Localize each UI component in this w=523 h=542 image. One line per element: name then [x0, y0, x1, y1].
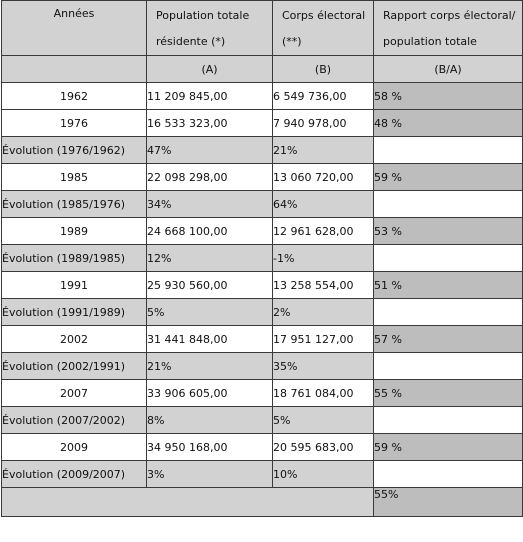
ratio-cell: 55 %	[374, 380, 523, 407]
ratio-cell: 57 %	[374, 326, 523, 353]
evolution-row	[2, 461, 523, 488]
subheader-b: (B)	[273, 56, 374, 83]
year-row	[2, 380, 523, 407]
evolution-label: Évolution (2009/2007)	[2, 461, 147, 488]
header-row	[2, 1, 523, 56]
average-ratio: 55%	[374, 488, 523, 517]
population-evolution: 3%	[147, 461, 273, 488]
corps-evolution: 10%	[273, 461, 374, 488]
population-evolution: 21%	[147, 353, 273, 380]
ratio-empty	[374, 191, 523, 218]
population-evolution: 12%	[147, 245, 273, 272]
corps-cell: 20 595 683,00	[273, 434, 374, 461]
year-row	[2, 110, 523, 137]
evolution-label: Évolution (1989/1985)	[2, 245, 147, 272]
corps-cell: 17 951 127,00	[273, 326, 374, 353]
evolution-label: Évolution (2002/1991)	[2, 353, 147, 380]
evolution-label: Évolution (1991/1989)	[2, 299, 147, 326]
population-cell: 11 209 845,00	[147, 83, 273, 110]
ratio-empty	[374, 407, 523, 434]
subheader-empty	[2, 56, 147, 83]
electoral-population-table	[1, 0, 523, 517]
ratio-empty	[374, 299, 523, 326]
evolution-row	[2, 245, 523, 272]
header-ratio-line1: Rapport corps électoral/	[383, 9, 516, 22]
ratio-cell: 59 %	[374, 434, 523, 461]
year-cell: 1976	[2, 110, 147, 137]
evolution-row	[2, 137, 523, 164]
year-row	[2, 326, 523, 353]
evolution-label: Évolution (2007/2002)	[2, 407, 147, 434]
header-years	[2, 1, 147, 56]
ratio-empty	[374, 245, 523, 272]
ratio-cell: 53 %	[374, 218, 523, 245]
header-corps	[273, 1, 374, 56]
evolution-row	[2, 407, 523, 434]
corps-cell: 13 060 720,00	[273, 164, 374, 191]
header-corps-line1: Corps électoral	[282, 9, 366, 22]
header-population	[147, 1, 273, 56]
corps-evolution: 21%	[273, 137, 374, 164]
corps-evolution: 5%	[273, 407, 374, 434]
population-cell: 22 098 298,00	[147, 164, 273, 191]
population-evolution: 8%	[147, 407, 273, 434]
population-cell: 16 533 323,00	[147, 110, 273, 137]
year-cell: 1989	[2, 218, 147, 245]
ratio-cell: 48 %	[374, 110, 523, 137]
corps-evolution: 2%	[273, 299, 374, 326]
year-row	[2, 272, 523, 299]
ratio-cell: 51 %	[374, 272, 523, 299]
population-cell: 31 441 848,00	[147, 326, 273, 353]
year-row	[2, 83, 523, 110]
subheader-row	[2, 56, 523, 83]
year-cell: 1985	[2, 164, 147, 191]
header-population-line1: Population totale	[156, 9, 250, 22]
ratio-cell: 59 %	[374, 164, 523, 191]
header-ratio-line2: population totale	[383, 35, 477, 48]
year-cell: 2002	[2, 326, 147, 353]
evolution-row	[2, 353, 523, 380]
average-label-empty	[2, 488, 374, 517]
corps-cell: 13 258 554,00	[273, 272, 374, 299]
population-cell: 25 930 560,00	[147, 272, 273, 299]
header-years-label: Années	[53, 7, 95, 20]
population-evolution: 34%	[147, 191, 273, 218]
year-cell: 1962	[2, 83, 147, 110]
header-corps-line2: (**)	[282, 35, 302, 48]
population-cell: 24 668 100,00	[147, 218, 273, 245]
corps-cell: 18 761 084,00	[273, 380, 374, 407]
population-evolution: 5%	[147, 299, 273, 326]
year-row	[2, 218, 523, 245]
evolution-row	[2, 191, 523, 218]
corps-evolution: -1%	[273, 245, 374, 272]
average-row	[2, 488, 523, 517]
evolution-label: Évolution (1985/1976)	[2, 191, 147, 218]
subheader-ba: (B/A)	[374, 56, 523, 83]
header-population-line2: résidente (*)	[156, 35, 226, 48]
year-cell: 2007	[2, 380, 147, 407]
subheader-a: (A)	[147, 56, 273, 83]
year-cell: 2009	[2, 434, 147, 461]
corps-evolution: 35%	[273, 353, 374, 380]
year-row	[2, 434, 523, 461]
corps-cell: 12 961 628,00	[273, 218, 374, 245]
corps-cell: 7 940 978,00	[273, 110, 374, 137]
population-cell: 33 906 605,00	[147, 380, 273, 407]
ratio-empty	[374, 461, 523, 488]
population-evolution: 47%	[147, 137, 273, 164]
year-cell: 1991	[2, 272, 147, 299]
year-row	[2, 164, 523, 191]
corps-cell: 6 549 736,00	[273, 83, 374, 110]
corps-evolution: 64%	[273, 191, 374, 218]
evolution-label: Évolution (1976/1962)	[2, 137, 147, 164]
ratio-empty	[374, 353, 523, 380]
ratio-cell: 58 %	[374, 83, 523, 110]
header-ratio	[374, 1, 523, 56]
evolution-row	[2, 299, 523, 326]
population-cell: 34 950 168,00	[147, 434, 273, 461]
ratio-empty	[374, 137, 523, 164]
